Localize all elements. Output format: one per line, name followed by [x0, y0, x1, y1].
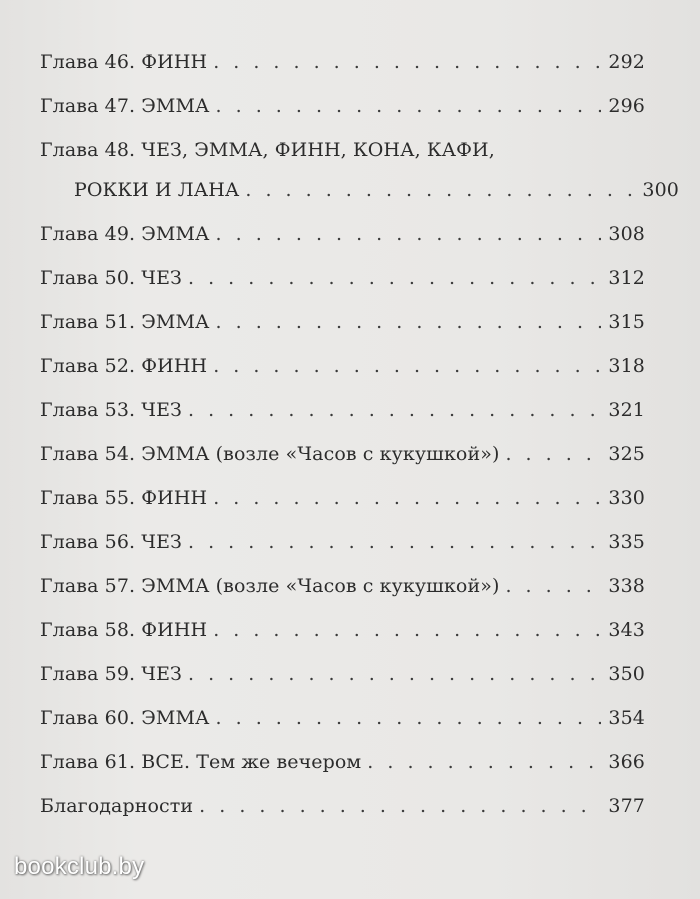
toc-entry-title: Глава 50. ЧЕЗ — [40, 267, 182, 289]
toc-entry-title: Глава 54. ЭММА (возле «Часов с кукушкой») — [40, 443, 500, 465]
toc-entry-title-line2: РОККИ И ЛАНА — [74, 179, 240, 201]
toc-entry — [40, 608, 645, 652]
toc-entry-page: 335 — [608, 531, 645, 553]
toc-entry-title: Глава 60. ЭММА — [40, 707, 210, 729]
toc-entry-title: Глава 55. ФИНН — [40, 487, 208, 509]
toc-entry-page: 312 — [608, 267, 645, 289]
toc-entry-title: Глава 49. ЭММА — [40, 223, 210, 245]
toc-entry-title: Благодарности — [40, 795, 194, 817]
toc-entry-page: 377 — [608, 795, 645, 817]
toc-entry — [40, 212, 645, 256]
toc-entry — [40, 520, 645, 564]
toc-entry-page: 330 — [608, 487, 645, 509]
toc-entry-page: 366 — [608, 751, 645, 773]
toc-entry-page: 292 — [608, 51, 645, 73]
dot-leader — [199, 784, 601, 828]
toc-entry-page: 354 — [608, 707, 645, 729]
dot-leader — [188, 256, 601, 300]
toc-entry-title: Глава 53. ЧЕЗ — [40, 399, 182, 421]
toc-entry-title: Глава 52. ФИНН — [40, 355, 208, 377]
toc-entry-title: Глава 46. ФИНН — [40, 51, 208, 73]
toc-entry — [40, 300, 645, 344]
toc-entry — [40, 784, 645, 828]
toc-entry-title: Глава 47. ЭММА — [40, 95, 210, 117]
toc-entry — [40, 696, 645, 740]
toc-entry — [40, 652, 645, 696]
toc-entry — [40, 476, 645, 520]
toc-entry — [40, 40, 645, 84]
toc-entry — [40, 388, 645, 432]
toc-entry-title: Глава 51. ЭММА — [40, 311, 210, 333]
toc-entry — [40, 84, 645, 128]
toc-entry — [40, 564, 645, 608]
toc-entry-title: Глава 56. ЧЕЗ — [40, 531, 182, 553]
dot-leader — [245, 168, 635, 212]
dot-leader — [216, 300, 601, 344]
dot-leader — [188, 520, 601, 564]
toc-entry-page: 315 — [608, 311, 645, 333]
toc-entry — [40, 256, 645, 300]
toc-entry-page: 325 — [608, 443, 645, 465]
toc-entry — [40, 432, 645, 476]
dot-leader — [505, 432, 601, 476]
toc-entry-page: 318 — [608, 355, 645, 377]
toc-entry — [40, 740, 645, 784]
dot-leader — [213, 40, 601, 84]
dot-leader — [216, 212, 601, 256]
toc-entry — [40, 344, 645, 388]
toc-entry-page: 296 — [608, 95, 645, 117]
dot-leader — [367, 740, 601, 784]
dot-leader — [216, 84, 601, 128]
toc-entry-page: 300 — [642, 179, 679, 201]
toc-entry-page: 338 — [608, 575, 645, 597]
toc-entry-title: Глава 57. ЭММА (возле «Часов с кукушкой») — [40, 575, 500, 597]
toc-entry-title-line1: Глава 48. ЧЕЗ, ЭММА, ФИНН, КОНА, КАФИ, — [40, 139, 495, 161]
toc-entry-page: 308 — [608, 223, 645, 245]
dot-leader — [213, 476, 601, 520]
dot-leader — [216, 696, 601, 740]
toc-entry-page: 321 — [608, 399, 645, 421]
toc-entry-title: Глава 59. ЧЕЗ — [40, 663, 182, 685]
toc-entry-page: 350 — [608, 663, 645, 685]
dot-leader — [213, 608, 601, 652]
toc-entry-title: Глава 61. ВСЕ. Тем же вечером — [40, 751, 362, 773]
toc-entry-page: 343 — [608, 619, 645, 641]
toc-entry-title: Глава 58. ФИНН — [40, 619, 208, 641]
toc-entry — [40, 132, 679, 212]
dot-leader — [188, 388, 601, 432]
watermark: bookclub.by — [14, 853, 145, 880]
table-of-contents — [40, 40, 679, 828]
dot-leader — [188, 652, 601, 696]
dot-leader — [213, 344, 601, 388]
dot-leader — [505, 564, 601, 608]
